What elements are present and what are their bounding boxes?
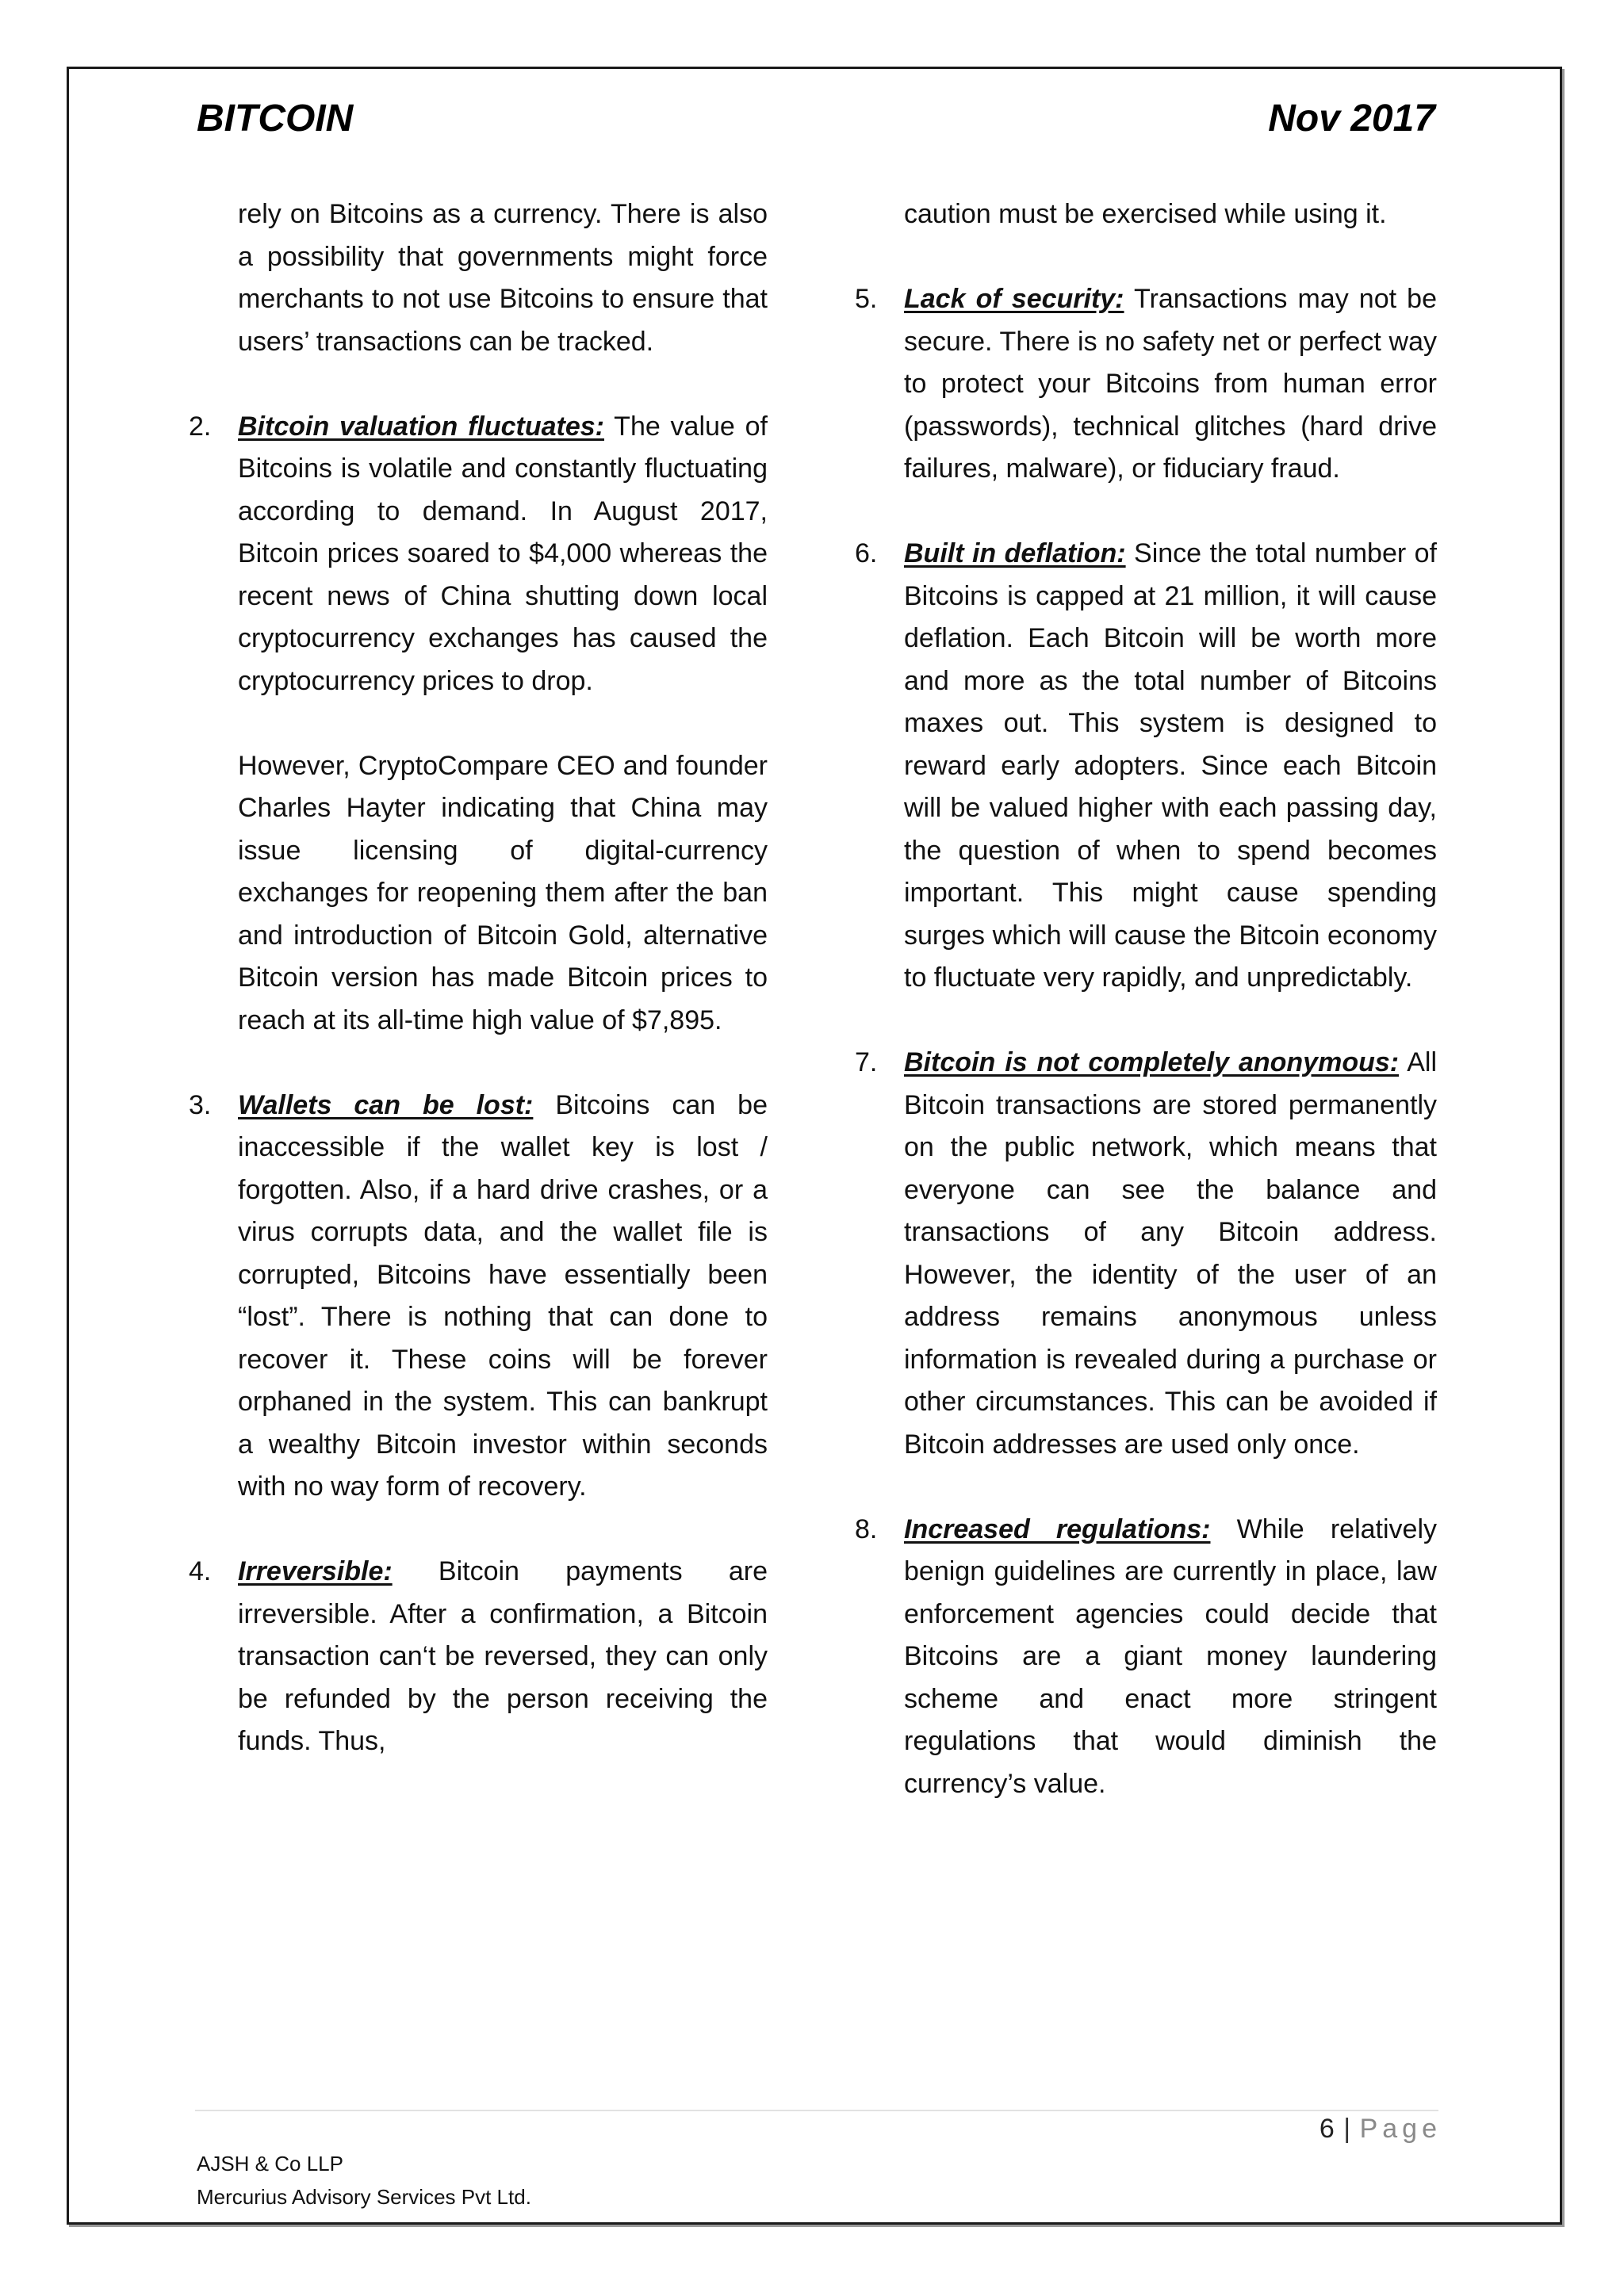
list-number: 5. [855, 284, 878, 314]
intro-paragraph: rely on Bitcoins as a currency. There is also a possibility that governments might force merchants to not use Bitcoins to ensure that users’ transactions can be tracked. [238, 199, 768, 357]
item-text: Since the total number of Bitcoins is capped at 21 million, it will cause deflation. Each Bitcoin will be worth more and more as the total number of Bitcoins maxes out. This system is designed to reward early adopters. Since each Bitcoin will be valued higher with each passing day, the question of when to spend becomes important. This might cause spending surges which will cause the Bitcoin economy to fluctuate very rapidly, and unpredictably. [904, 538, 1437, 993]
footer-divider [195, 2110, 1438, 2111]
left-column [189, 193, 768, 1763]
page-separator: | [1343, 2114, 1352, 2144]
item-term: Bitcoin valuation fluctuates: [238, 411, 604, 442]
list-number: 6. [855, 538, 878, 568]
page-number-value: 6 [1319, 2114, 1335, 2144]
item-term: Built in deflation: [904, 538, 1126, 568]
header-title: BITCOIN [197, 98, 354, 140]
list-item-4 [189, 1551, 768, 1763]
item-text: All Bitcoin transactions are stored permanently on the public network, which means that everyone can see the balance and transactions of any Bitcoin address. However, the identity of the user of an address remains anonymous unless information is revealed during a purchase or other circumstances. This can be avoided if Bitcoin addresses are used only once. [904, 1047, 1437, 1460]
list-item-2-paragraph-2: However, CryptoCompare CEO and founder Charles Hayter indicating that China may issue licensing of digital-currency exchanges for reopening them after the ban and introduction of Bitcoin Gold, alternative Bitcoin version has made Bitcoin prices to reach at its all-time high value of $7,895. [238, 750, 768, 1035]
continuation-paragraph: caution must be exercised while using it. [904, 199, 1387, 229]
list-item-8 [855, 1509, 1437, 1806]
list-item-3 [189, 1085, 768, 1509]
item-text: While relatively benign guidelines are currently in place, law enforcement agencies could decide that Bitcoins are a giant money laundering scheme and enact more stringent regulations that would diminish the currency’s value. [904, 1513, 1437, 1799]
list-number: 3. [189, 1089, 212, 1120]
list-number: 7. [855, 1047, 878, 1077]
list-item-5 [855, 278, 1437, 491]
item-text: The value of Bitcoins is volatile and constantly fluctuating according to demand. In August 2017, Bitcoin prices soared to $4,000 whereas the recent news of China shutting down local cryptocurrency exchanges has caused the cryptocurrency prices to drop. [238, 411, 768, 696]
footer-company-1: AJSH & Co LLP [197, 2152, 343, 2175]
right-column [855, 193, 1437, 1805]
item-text: Bitcoins can be inaccessible if the wallet key is lost / forgotten. Also, if a hard drive crashes, or a virus corrupts data, and the wallet file is corrupted, Bitcoins have essentially been “lost”. There is nothing that can done to recover it. These coins will be forever orphaned in the system. This can bankrupt a wealthy Bitcoin investor within seconds with no way form of recovery. [238, 1089, 768, 1502]
item-text: Transactions may not be secure. There is no safety net or perfect way to protect your Bitcoins from human error (passwords), technical glitches (hard drive failures, malware), or fiduciary fraud. [904, 284, 1437, 484]
list-item-6 [855, 533, 1437, 1000]
item-term: Irreversible: [238, 1556, 393, 1586]
item-text: Bitcoin payments are irreversible. After a confirmation, a Bitcoin transaction can‘t be reversed, they can only be refunded by the person receiving the funds. Thus, [238, 1556, 768, 1756]
list-item-2 [189, 406, 768, 703]
list-number: 4. [189, 1556, 212, 1586]
footer-company-2: Mercurius Advisory Services Pvt Ltd. [197, 2185, 531, 2209]
list-number: 2. [189, 411, 212, 442]
list-item-7 [855, 1042, 1437, 1466]
item-term: Wallets can be lost: [238, 1089, 534, 1120]
page-label: Page [1359, 2114, 1442, 2144]
header-date: Nov 2017 [1268, 98, 1435, 140]
page-number [1320, 2114, 1442, 2145]
list-number: 8. [855, 1513, 878, 1544]
item-term: Bitcoin is not completely anonymous: [904, 1047, 1400, 1077]
item-term: Lack of security: [904, 284, 1124, 314]
item-term: Increased regulations: [904, 1513, 1211, 1544]
